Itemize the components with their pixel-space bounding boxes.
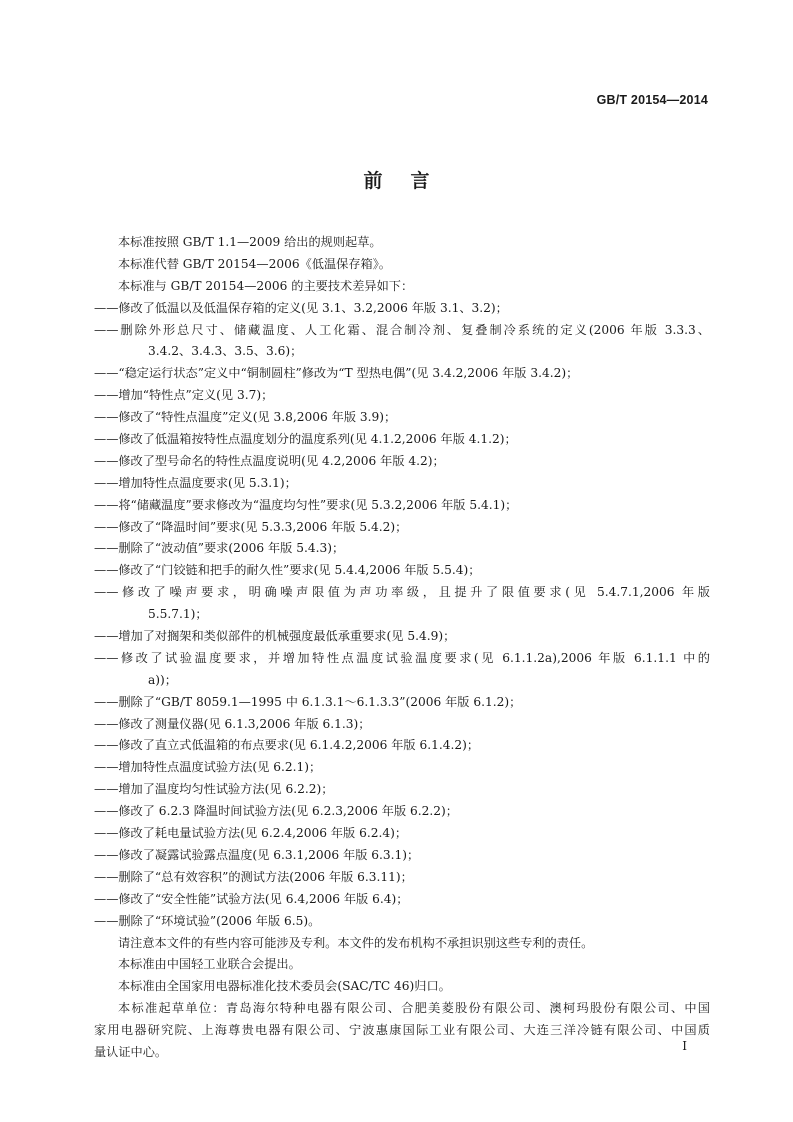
difference-item: ——修改了凝露试验露点温度(见 6.3.1,2006 年版 6.3.1)； [94,847,420,862]
difference-item: ——修改了 6.2.3 降温时间试验方法(见 6.2.3,2006 年版 6.2.2)； [94,804,458,819]
difference-item: ——将“储藏温度”要求修改为“温度均匀性”要求(见 5.3.2,2006 年版 5.4.1)； [94,497,518,512]
difference-item-continuation: 5.5.7.1)； [148,607,208,622]
difference-item: ——增加“特性点”定义(见 3.7)； [94,388,274,403]
paragraph: 本标准代替 GB/T 20154—2006《低温保存箱》。 [118,256,391,271]
paragraph: 本标准与 GB/T 20154—2006 的主要技术差异如下： [118,278,414,293]
paragraph: 本标准由中国轻工业联合会提出。 [118,957,301,972]
standard-code: GB/T 20154—2014 [596,93,708,107]
paragraph: 本标准按照 GB/T 1.1—2009 给出的规则起草。 [118,235,382,249]
difference-item: ——“稳定运行状态”定义中“铜制圆柱”修改为“T 型热电偶”(见 3.4.2,2006 年版 3.4.2)； [94,366,579,381]
difference-item: ——删除了“波动值”要求(2006 年版 5.4.3)； [94,541,345,556]
difference-item: ——修改了耗电量试验方法(见 6.2.4,2006 年版 6.2.4)； [94,826,408,841]
difference-item: ——修改了噪声要求，明确噪声限值为声功率级，且提升了限值要求(见 5.4.7.1,2006 年版 [94,585,710,600]
paragraph-continuation: 家用电器研究院、上海尊贵电器有限公司、宁波惠康国际工业有限公司、大连三洋冷链有限公司、中国质 [94,1023,710,1038]
page-number: I [682,1039,687,1053]
paragraph: 请注意本文件的有些内容可能涉及专利。本文件的发布机构不承担识别这些专利的责任。 [118,935,594,950]
difference-item: ——修改了试验温度要求，并增加特性点温度试验温度要求(见 6.1.1.2a),2006 年版 6.1.1.1 中的 [94,650,710,665]
difference-item: ——修改了“门铰链和把手的耐久性”要求(见 5.4.4,2006 年版 5.5.4)； [94,563,481,578]
foreword-body [94,232,710,1064]
difference-item: ——增加特性点温度试验方法(见 6.2.1)； [94,760,322,775]
difference-item: ——修改了“特性点温度”定义(见 3.8,2006 年版 3.9)； [94,410,397,425]
difference-item: ——删除外形总尺寸、储藏温度、人工化霜、混合制冷剂、复叠制冷系统的定义(2006 年版 3.3.3、 [94,322,710,337]
difference-item: ——修改了型号命名的特性点温度说明(见 4.2,2006 年版 4.2)； [94,453,445,468]
difference-item: ——增加特性点温度要求(见 5.3.1)； [94,475,297,490]
difference-item: ——删除了“总有效容积”的测试方法(2006 年版 6.3.11)； [94,869,413,884]
page-title: 前言 [363,170,458,192]
difference-item: ——删除了“GB/T 8059.1—1995 中 6.1.3.1～6.1.3.3”(2006 年版 6.1.2)； [94,694,522,709]
difference-item: ——删除了“环境试验”(2006 年版 6.5)。 [94,913,321,928]
difference-item-continuation: a))； [148,672,177,687]
difference-item: ——修改了测量仪器(见 6.1.3,2006 年版 6.1.3)； [94,716,371,731]
difference-item: ——修改了“降温时间”要求(见 5.3.3,2006 年版 5.4.2)； [94,519,408,534]
difference-item: ——修改了“安全性能”试验方法(见 6.4,2006 年版 6.4)； [94,891,409,906]
paragraph: 本标准起草单位：青岛海尔特种电器有限公司、合肥美菱股份有限公司、澳柯玛股份有限公司、中国 [118,1001,710,1016]
difference-item: ——增加了对搁架和类似部件的机械强度最低承重要求(见 5.4.9)； [94,629,456,644]
paragraph-continuation: 量认证中心。 [94,1044,168,1059]
difference-item: ——修改了直立式低温箱的布点要求(见 6.1.4.2,2006 年版 6.1.4.2)； [94,738,480,753]
paragraph: 本标准由全国家用电器标准化技术委员会(SAC/TC 46)归口。 [118,979,451,994]
difference-item: ——增加了温度均匀性试验方法(见 6.2.2)； [94,782,334,797]
difference-item: ——修改了低温以及低温保存箱的定义(见 3.1、3.2,2006 年版 3.1、3.2)； [94,300,508,315]
difference-item-continuation: 3.4.2、3.4.3、3.5、3.6)； [148,344,303,359]
difference-item: ——修改了低温箱按特性点温度划分的温度系列(见 4.1.2,2006 年版 4.1.2)； [94,432,517,447]
